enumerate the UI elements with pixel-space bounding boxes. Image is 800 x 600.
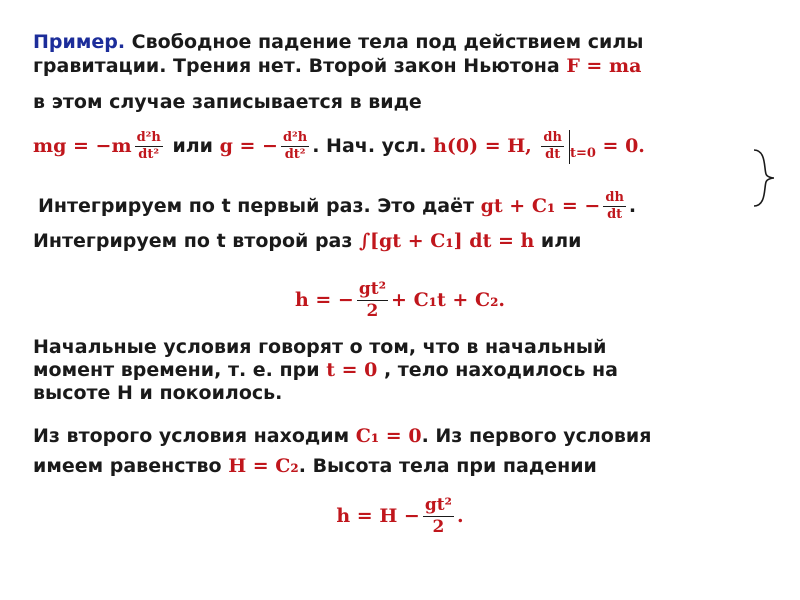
example-label: Пример. [33,31,126,53]
para1-line-3 [33,381,282,405]
intro-text-1: Свободное падение тела под действием силы [125,31,644,53]
intro-text-3: в этом случае записывается в виде [33,91,422,113]
para2-text-1b: . Из первого условия [421,425,652,447]
integration-2-eq: ∫[gt + C₁] dt = h [359,230,535,252]
equation-a-fraction [135,131,163,163]
integration-1-line [38,186,636,226]
intro-line-1 [33,30,643,54]
right-brace-icon [752,148,776,208]
para2-c1-eq: C₁ = 0 [355,425,422,447]
integration-1-numerator: dh [603,191,626,207]
integration-2-tail: или [534,230,582,252]
final-formula [0,484,800,548]
equation-a-denominator: dt² [138,147,160,162]
para2-text-2b: . Высота тела при падении [298,455,597,477]
h-formula-left: h = − [294,289,354,311]
initial-conditions-label: Нач. усл. [319,135,434,157]
newton-law-formula: F = ma [566,55,642,77]
condition-2-fraction [541,131,564,163]
equation-b-numerator: d²h [281,131,309,147]
para1-text-2a: момент времени, т. е. при [33,359,327,381]
condition-2-subscript: t=0 [569,145,596,161]
equation-a-left: mg = −m [33,135,132,157]
h-formula-numerator: gt² [358,279,387,300]
condition-1: h(0) = H, [433,135,532,157]
condition-2-numerator: dh [541,131,564,147]
para2-text-2a: имеем равенство [33,455,229,477]
para1-text-2b: , тело находилось на [377,359,618,381]
integration-1-denominator: dt [607,207,623,222]
h-formula [0,268,800,332]
equation-a-numerator: d²h [135,131,163,147]
para1-line-2 [33,358,618,382]
condition-2-denominator: dt [545,147,561,162]
para2-line-2 [33,454,597,478]
para1-text-1: Начальные условия говорят о том, что в начальный [33,336,607,358]
intro-line-3 [33,90,422,114]
h-formula-denominator: 2 [366,301,379,321]
equation-b-denominator: dt² [284,147,306,162]
condition-2-right: = 0. [602,135,645,157]
para2-text-1a: Из второго условия находим [33,425,356,447]
integration-2-line [33,229,581,253]
integration-1-fraction [603,191,626,223]
final-formula-denominator: 2 [432,517,445,537]
para2-h-eq: H = C₂ [228,455,299,477]
integration-1-eq: gt + C₁ = − [480,195,601,217]
equation-b-dot: . [312,135,320,157]
integration-2-text: Интегрируем по t второй раз [33,230,360,252]
h-formula-right: + C₁t + C₂. [391,289,506,311]
para1-text-3: высоте H и покоилось. [33,382,283,404]
final-formula-end: . [457,505,464,527]
h-formula-fraction [357,280,388,320]
para1-line-1 [33,335,606,359]
equations-row [33,124,645,176]
intro-text-2: гравитации. Трения нет. Второй закон Ньютона [33,55,567,77]
integration-1-end: . [628,195,637,217]
para1-t-eq: t = 0 [326,359,378,381]
para2-line-1 [33,424,651,448]
equation-b-fraction [281,131,309,163]
intro-line-2 [33,54,641,78]
or-text: или [172,135,220,157]
final-formula-fraction [423,496,454,536]
equation-b-left: g = − [219,135,278,157]
final-formula-numerator: gt² [424,495,452,516]
final-formula-left: h = H − [336,505,420,527]
integration-1-text: Интегрируем по t первый раз. Это даёт [38,195,481,217]
